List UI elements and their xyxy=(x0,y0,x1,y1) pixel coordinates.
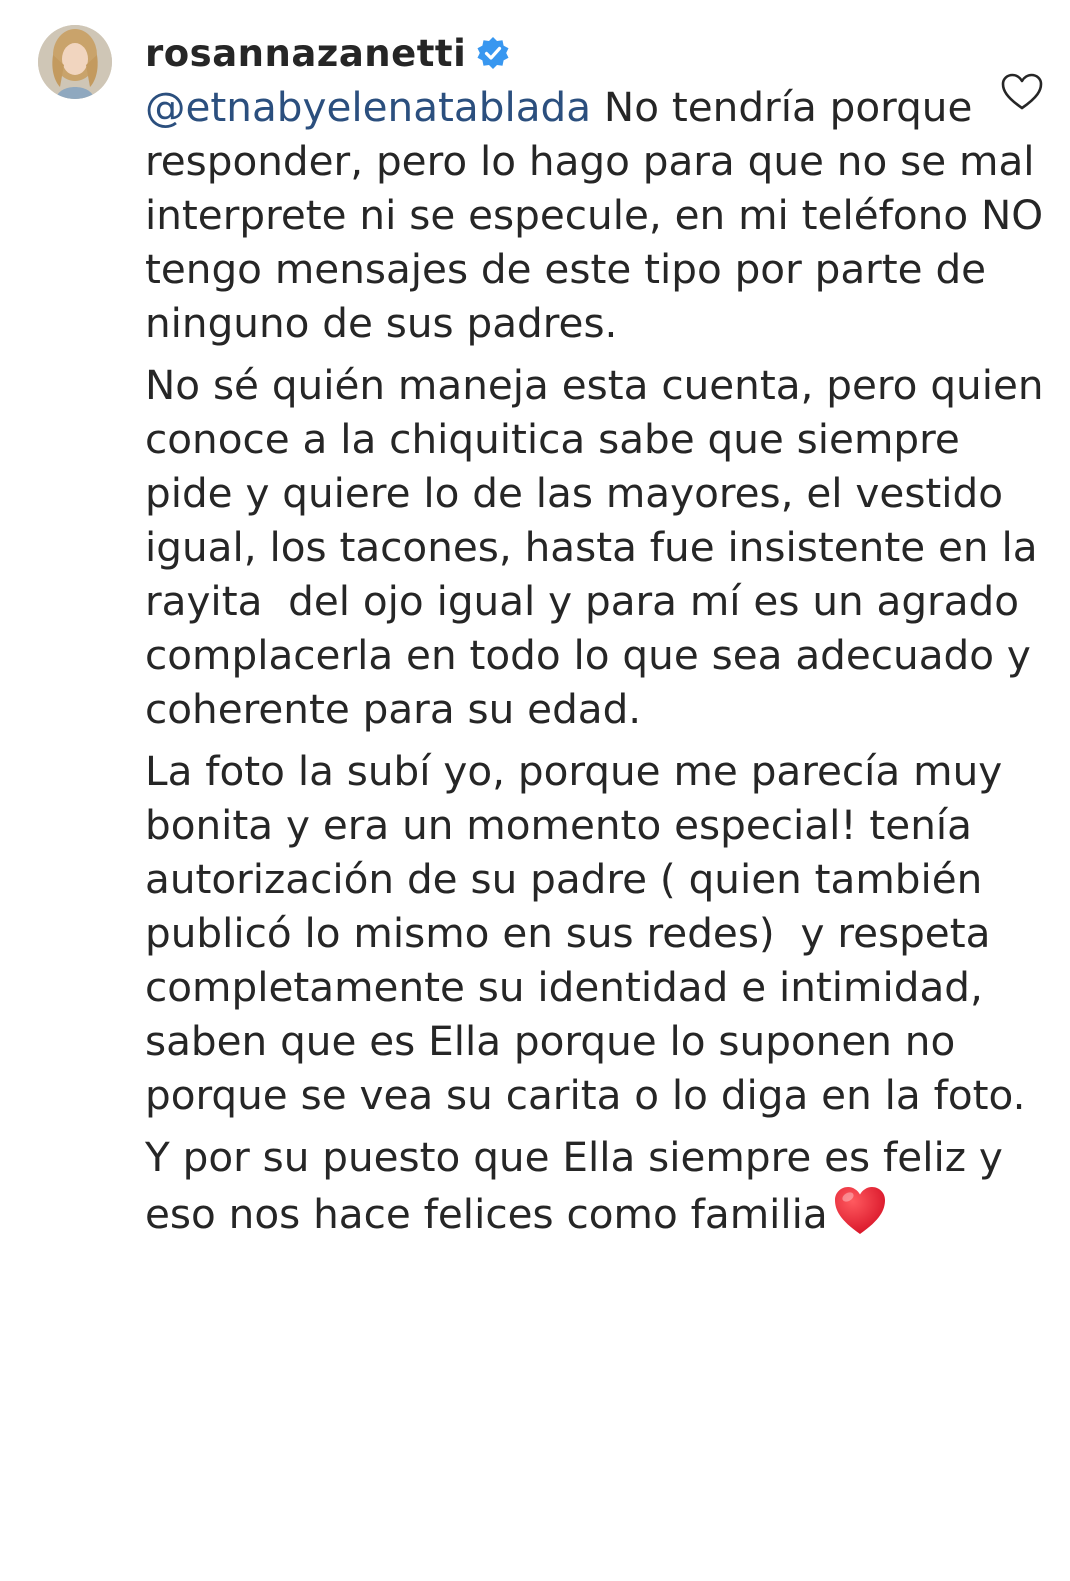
red-heart-emoji-icon xyxy=(832,1184,888,1238)
comment-paragraph-3: La foto la subí yo, porque me parecía muy bonita y era un momento especial! tenía autorización de su padre ( quien también publicó lo mismo en sus redes) y respeta completamente su identidad e intimidad, saben que es Ella porque lo suponen no porque se vea su carita o lo diga en la foto. xyxy=(145,747,1026,1119)
comment-paragraph-1 xyxy=(145,80,1057,350)
username-row xyxy=(145,28,510,78)
verified-badge-icon xyxy=(476,36,510,70)
comment-paragraph-2: No sé quién maneja esta cuenta, pero quien conoce a la chiquitica sabe que siempre pide y quiere lo de las mayores, el vestido igual, los tacones, hasta fue insistente en la rayita del ojo igual y para mí es un agrado complacerla en todo lo que sea adecuado y coherente para su edad. xyxy=(145,361,1057,733)
comment-text xyxy=(145,80,1057,1249)
comment-paragraph-4-text: Y por su puesto que Ella siempre es feliz y eso nos hace felices como familia xyxy=(145,1133,1016,1238)
mention-link[interactable]: @etnabyelenatablada xyxy=(145,83,592,131)
username[interactable]: rosannazanetti xyxy=(145,31,467,75)
avatar[interactable] xyxy=(38,25,112,99)
comment-paragraph-4 xyxy=(145,1130,1045,1241)
avatar-image xyxy=(38,25,112,99)
comment-paragraph-1-text: No tendría porque responder, pero lo hago para que no se mal interprete ni se especule, en mi teléfono NO tengo mensajes de este tipo por parte de ninguno de sus padres. xyxy=(145,83,1057,347)
